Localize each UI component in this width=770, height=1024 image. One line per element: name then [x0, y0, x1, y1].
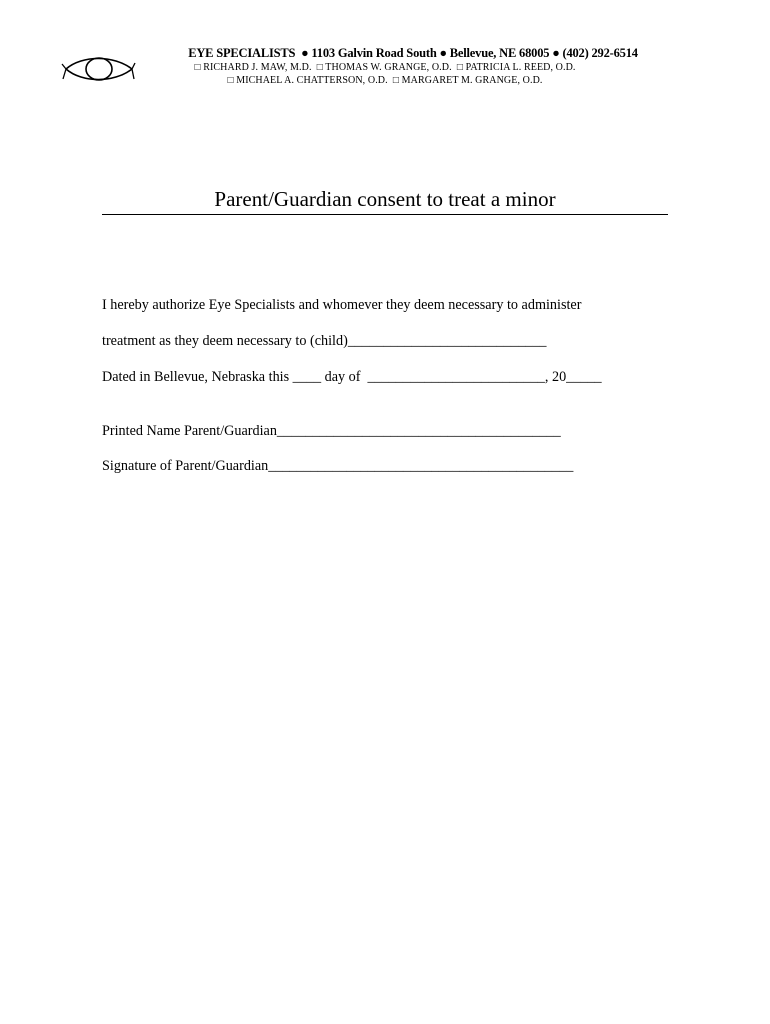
practice-header: EYE SPECIALISTS ● 1103 Galvin Road South ● Bellevue, NE 68005 ● (402) 292-6514: [188, 46, 638, 60]
date-line: Dated in Bellevue, Nebraska this ____ day of _________________________, 20_____: [102, 369, 602, 385]
title-underline: [102, 214, 668, 215]
doctors-list-line-1: □ RICHARD J. MAW, M.D. □ THOMAS W. GRANGE, O.D. □ PATRICIA L. REED, O.D.: [194, 62, 576, 73]
printed-name-line: Printed Name Parent/Guardian________________________________________: [102, 423, 561, 439]
doctors-list-line-2: □ MICHAEL A. CHATTERSON, O.D. □ MARGARET M. GRANGE, O.D.: [227, 75, 543, 86]
signature-line: Signature of Parent/Guardian___________________________________________: [102, 458, 574, 474]
child-name-line: treatment as they deem necessary to (child)____________________________: [102, 333, 547, 349]
document-title: Parent/Guardian consent to treat a minor: [214, 187, 556, 211]
authorization-text: I hereby authorize Eye Specialists and whomever they deem necessary to administer: [102, 297, 582, 313]
